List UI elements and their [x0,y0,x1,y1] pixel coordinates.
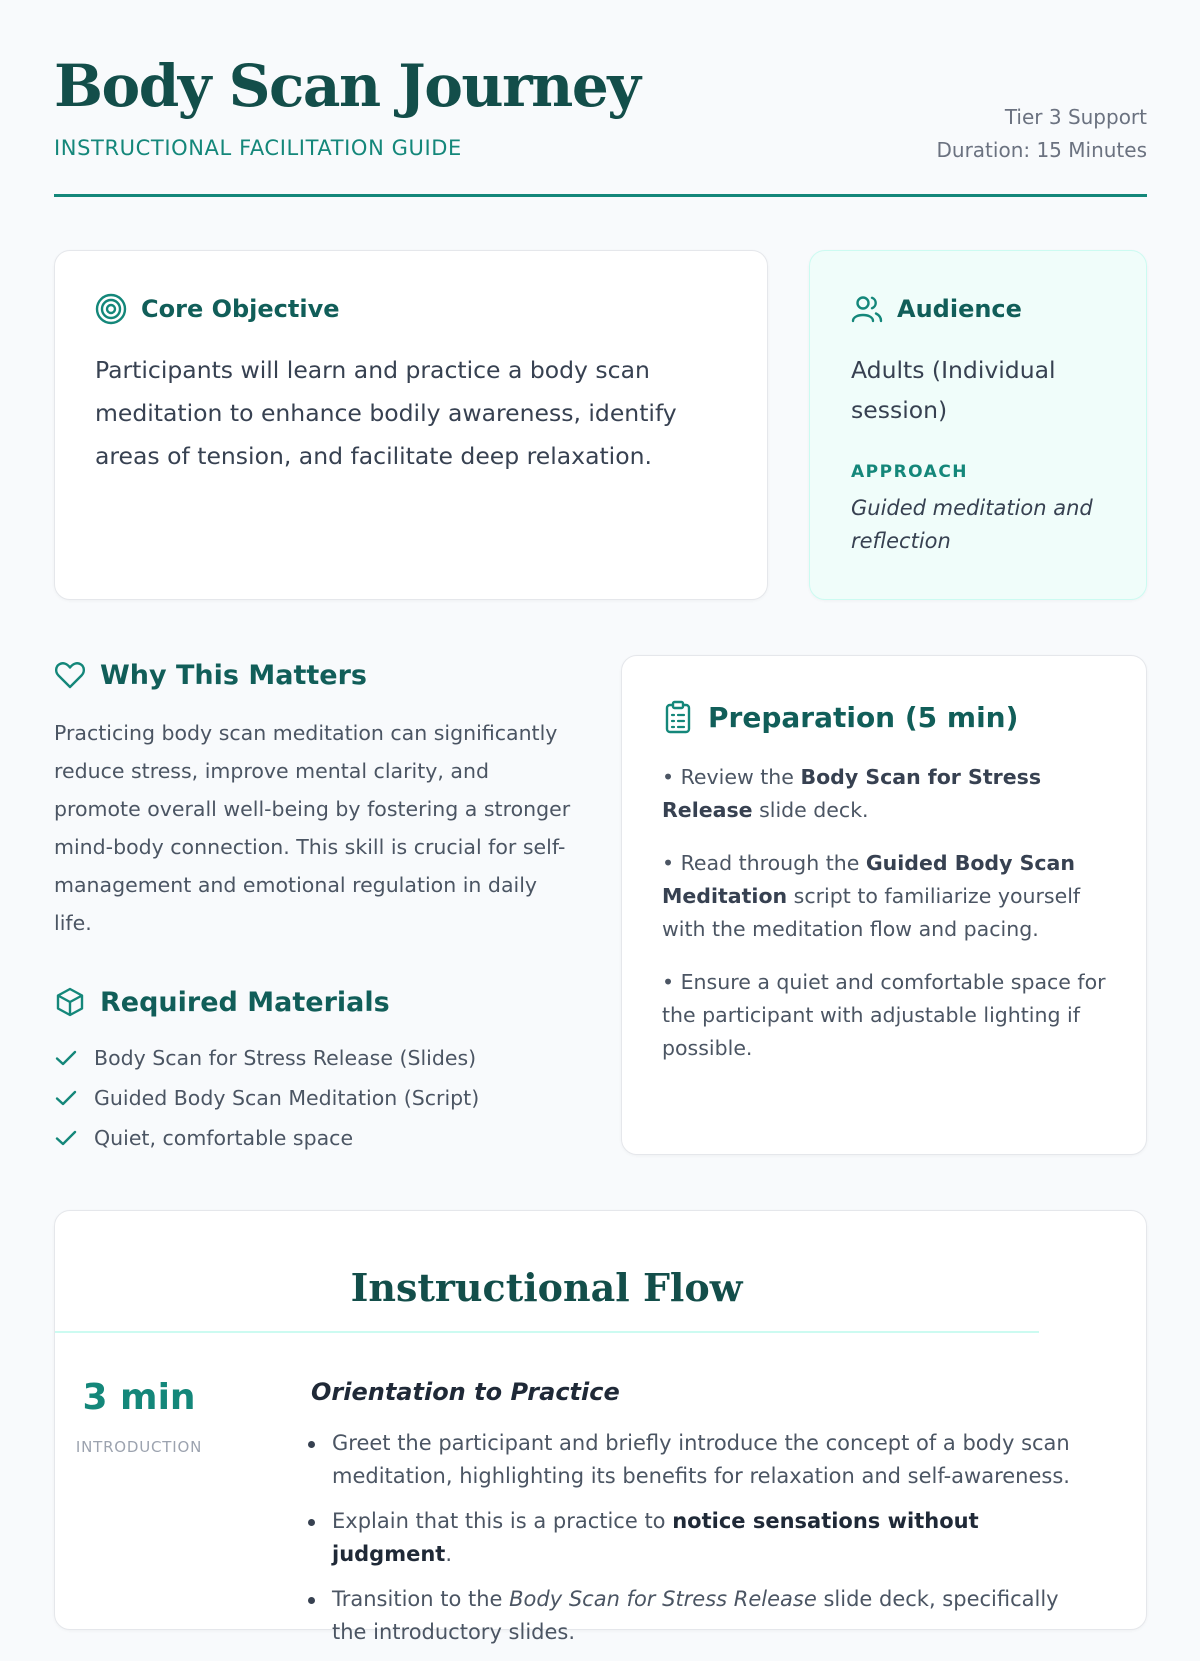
clipboard-icon [662,700,694,734]
material-item [54,1038,479,1078]
instructional-flow-title: Instructional Flow [350,1265,743,1310]
preparation-list [662,761,1112,1085]
session-meta [937,101,1148,167]
target-icon [95,293,127,325]
preparation-heading [662,700,1018,734]
page-title: Body Scan Journey [54,52,640,120]
tier-label: Tier 3 Support [1004,105,1147,129]
audience-heading [851,293,1022,325]
check-icon [54,1126,78,1150]
check-icon [54,1046,78,1070]
box-icon [54,986,86,1018]
heart-icon [54,659,86,691]
step-bullet: Explain that this is a practice to notice sensations without judgment. [306,1505,1076,1571]
materials-label: Required Materials [100,986,390,1018]
materials-heading [54,986,390,1018]
step-title: Orientation to Practice [311,1378,620,1406]
check-icon [54,1086,78,1110]
page-header [54,0,1147,197]
material-item [54,1118,479,1158]
material-label: Guided Body Scan Meditation (Script) [94,1086,480,1110]
preparation-item: • Review the Body Scan for Stress Release slide deck. [662,765,1042,822]
preparation-item: • Read through the Guided Body Scan Meditation script to familiarize yourself with the meditation flow and pacing. [662,851,1081,941]
materials-list [54,1038,479,1158]
page-subtitle: INSTRUCTIONAL FACILITATION GUIDE [54,136,462,160]
preparation-label: Preparation (5 min) [708,700,1019,734]
preparation-item: • Ensure a quiet and comfortable space for the participant with adjustable lighting if possible. [662,970,1106,1060]
duration-label: Duration: 15 Minutes [936,138,1147,162]
core-objective-heading [95,293,340,325]
flow-divider [55,1331,1039,1333]
core-objective-label: Core Objective [141,295,340,323]
material-label: Quiet, comfortable space [94,1126,354,1150]
step-bullets [306,1427,1076,1661]
material-item [54,1078,479,1118]
audience-value: Adults (Individual session) [851,356,1056,424]
why-text: Practicing body scan meditation can significantly reduce stress, improve mental clarity, and promote overall well-being by fostering a stronger mind-body connection. This skill is crucial for self-management and emotional regulation in daily life. [54,721,571,935]
users-icon [851,293,883,325]
step-bullet: Greet the participant and briefly introduce the concept of a body scan meditation, highlighting its benefits for relaxation and self-awareness. [306,1427,1076,1493]
core-objective-text: Participants will learn and practice a body scan meditation to enhance bodily awareness, identify areas of tension, and facilitate deep relaxation. [95,356,677,470]
step-duration: 3 min [82,1377,196,1418]
audience-label: Audience [897,295,1022,323]
material-label: Body Scan for Stress Release (Slides) [94,1046,477,1070]
facilitation-guide [54,0,1147,197]
approach-label: APPROACH [851,462,969,482]
why-label: Why This Matters [100,659,367,691]
step-phase: INTRODUCTION [75,1438,203,1456]
why-heading [54,659,367,691]
step-bullet: Transition to the Body Scan for Stress Release slide deck, specifically the introductory slides. [306,1583,1076,1649]
approach-value: Guided meditation and reflection [851,496,1093,553]
